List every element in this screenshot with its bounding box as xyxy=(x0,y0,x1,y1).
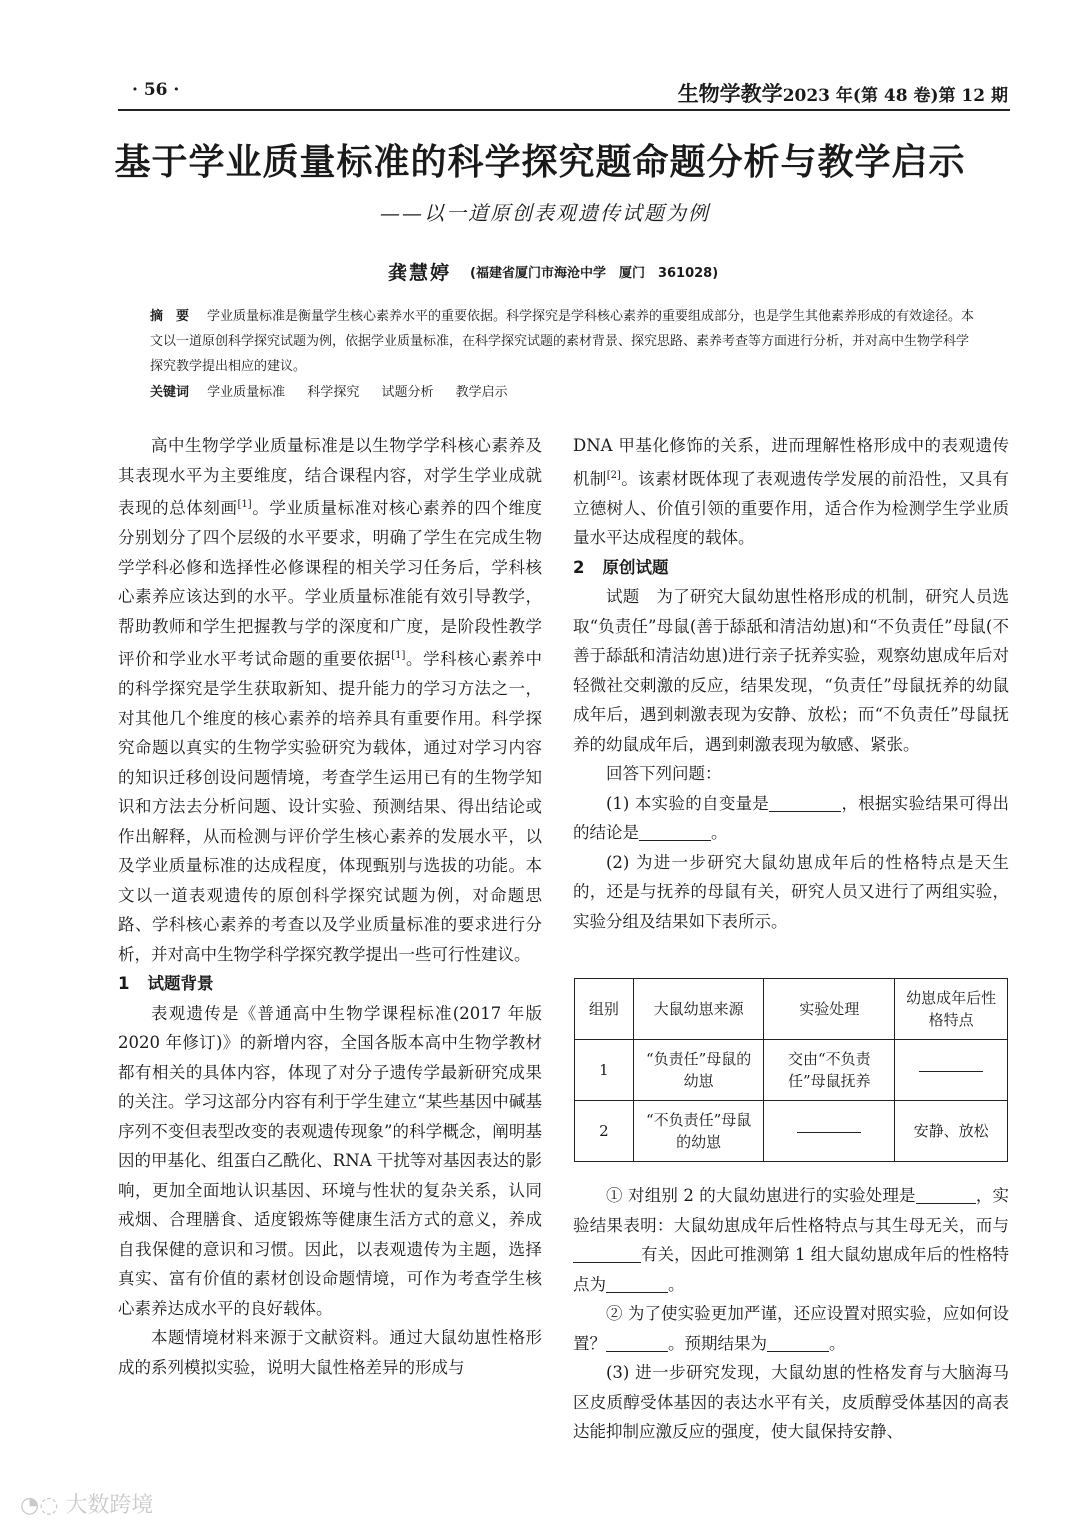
author-name: 龚慧婷 xyxy=(388,262,452,284)
intro-paragraph: 高中生物学学业质量标准是以生物学学科核心素养及其表现水平为主要维度，结合课程内容，对学生学业成就表现的总体刻画[1]。学业质量标准对核心素养的四个维度分别划分了四个层级的水平要求，明确了学生在完成生物学学科必修和选择性必修课程的相关学习任务后，学科核心素养应该达到的水平。学业质量标准能有效引导教学，帮助教师和学生把握教与学的深度和广度，是阶段性教学评价和学业水平考试命题的重要依据[1]。学科核心素养中的科学探究是学生获取新知、提升能力的学习方法之一，对其他几个维度的核心素养的培养具有重要作用。科学探究命题以真实的生物学实验研究为载体，通过对学习内容的知识迁移创设问题情境，考查学生运用已有的生物学知识和方法去分析问题、设计实验、预测结果、得出结论或作出解释，从而检测与评价学生核心素养的发展水平，以及学业质量标准的达成程度，体现甄别与选拔的功能。本文以一道表观遗传的原创科学探究试题为例，对命题思路、学科核心素养的考查以及学业质量标准的要求进行分析，并对高中生物学科学探究教学提出一些可行性建议。 xyxy=(118,436,543,964)
section1-paragraph-2: 本题情境材料来源于文献资料。通过大鼠幼崽性格形成的系列模拟实验，说明大鼠性格差异的形成与 xyxy=(118,1328,542,1377)
keywords-label: 关键词 xyxy=(150,385,190,400)
abstract-text: 学业质量标准是衡量学生核心素养水平的重要依据。科学探究是学科核心素养的重要组成部分，也是学生其他素养形成的有效途径。本文以一道原创科学探究试题为例，依据学业质量标准，在科学探究试题的素材背景、探究思路、素养考查等方面进行分析，并对高中生物学科学探究教学提出相应的建议。 xyxy=(150,309,975,374)
citation: [1] xyxy=(391,650,406,661)
table-cell-blank xyxy=(764,1101,895,1162)
journal-header xyxy=(678,78,1008,108)
header-rule xyxy=(118,109,1010,111)
answer-blank xyxy=(916,1187,976,1205)
table-cell: 安静、放松 xyxy=(895,1101,1008,1162)
table-header-cell: 幼崽成年后性格特点 xyxy=(895,979,1008,1040)
keyword: 学业质量标准 xyxy=(207,385,286,400)
left-column xyxy=(118,431,542,1382)
question-2-2: ② 为了使实验更加严谨，还应设置对照实验，应如何设置？ 。预期结果为 。 xyxy=(573,1304,1009,1353)
question-3: (3) 进一步研究发现，大鼠幼崽的性格发育与大脑海马区皮质醇受体基因的表达水平有关，皮质醇受体基因的高表达能抑制应激反应的强度，使大鼠保持安静、 xyxy=(573,1363,1009,1441)
article-subtitle: ——以一道原创表观遗传试题为例 xyxy=(380,201,710,225)
answer-blank xyxy=(573,1246,641,1264)
page-number: · 56 · xyxy=(132,80,180,100)
table-row xyxy=(575,1040,1008,1101)
abstract xyxy=(150,304,978,379)
table-header-cell: 实验处理 xyxy=(764,979,895,1040)
question-2: (2) 为进一步研究大鼠幼崽成年后的性格特点是天生的，还是与抚养的母鼠有关，研究人员又进行了两组实验，实验分组及结果如下表所示。 xyxy=(573,852,1009,931)
weibo-logo-icon: ◔◌ xyxy=(20,1493,59,1518)
section-heading-2: 2 原创试题 xyxy=(573,557,669,577)
table-header-cell: 组别 xyxy=(575,979,634,1040)
question-stem: 试题 为了研究大鼠幼崽性格形成的机制，研究人员选取“负责任”母鼠(善于舔舐和清洁幼崽)和“不负责任”母鼠(不善于舔舐和清洁幼崽)进行亲子抚养实验，观察幼崽成年后对轻微社交刺激的反应，结果发现，“负责任”母鼠抚养的幼鼠成年后，遇到刺激表现为安静、放松；而“不负责任”母鼠抚养的幼鼠成年后，遇到刺激表现为敏感、紧张。 xyxy=(573,587,1009,754)
table-cell: “负责任”母鼠的幼崽 xyxy=(633,1040,764,1101)
journal-issue: 2023 年(第 48 卷)第 12 期 xyxy=(782,86,1008,106)
article-title: 基于学业质量标准的科学探究题命题分析与教学启示 xyxy=(114,142,966,183)
citation: [1] xyxy=(237,499,252,510)
question-1: (1) 本实验的自变量是 ，根据实验结果可得出的结论是 。 xyxy=(573,793,1010,842)
citation: [2] xyxy=(606,469,621,481)
table-cell: 交由“不负责任”母鼠抚养 xyxy=(764,1040,895,1101)
section-heading-1: 1 试题背景 xyxy=(118,974,214,993)
answer-blank xyxy=(606,1334,668,1352)
table-cell: 2 xyxy=(575,1101,634,1162)
keyword: 科学探究 xyxy=(307,385,360,400)
journal-name: 生物学教学 xyxy=(677,81,783,106)
answer-blank xyxy=(606,1275,668,1293)
section1-paragraph: 表观遗传是《普通高中生物学课程标准(2017 年版 2020 年修订)》的新增内容，全国各版本高中生物学教材都有相关的具体内容，体现了对分子遗传学最新研究成果的关注。学习这部分内容有利于学生建立“某些基因中碱基序列不变但表型改变的表观遗传现象”的科学概念，阐明基因的甲基化、组蛋白乙酰化、RNA 干扰等对基因表达的影响，更加全面地认识基因、环境与性状的复杂关系，认同戒烟、合理膳食、适度锻炼等健康生活方式的意义，养成自我保健的意识和习惯。因此，以表观遗传为主题，选择真实、富有价值的素材创设命题情境，可作为考查学生核心素养达成水平的良好载体。 xyxy=(118,1003,542,1318)
right-column xyxy=(573,431,1009,936)
table-row xyxy=(575,1101,1008,1162)
continued-paragraph: DNA 甲基化修饰的关系，进而理解性格形成中的表观遗传机制[2]。该素材既体现了表观遗传学发展的前沿性，又具有立德树人、价值引领的重要作用，适合作为检测学生学业质量水平达成程度的载体。 xyxy=(573,436,1010,547)
author-affiliation: (福建省厦门市海沧中学 厦门 361028) xyxy=(470,266,719,281)
answer-blank xyxy=(919,1070,983,1072)
keyword: 试题分析 xyxy=(381,385,434,400)
table-header-cell: 大鼠幼崽来源 xyxy=(633,979,764,1040)
right-column-lower xyxy=(573,1181,1009,1447)
experiment-table xyxy=(574,978,1008,1162)
table-cell: “不负责任”母鼠的幼崽 xyxy=(633,1101,764,1162)
answer-blank xyxy=(769,794,841,812)
table-header-row xyxy=(575,979,1008,1040)
table-cell: 1 xyxy=(575,1040,634,1101)
abstract-label: 摘 要 xyxy=(150,309,190,324)
table-cell-blank xyxy=(895,1040,1008,1101)
keyword: 教学启示 xyxy=(455,385,508,400)
watermark: ◔◌ 大数跨境 xyxy=(20,1493,154,1518)
answer-prompt: 回答下列问题： xyxy=(606,764,722,783)
answer-blank xyxy=(639,824,711,842)
question-2-1: ① 对组别 2 的大鼠幼崽进行的实验处理是 ，实验结果表明：大鼠幼崽成年后性格特点与其生母无关，而与有关，因此可推测第 1 组大鼠幼崽成年后的性格特点为 。 xyxy=(573,1186,1009,1294)
answer-blank xyxy=(767,1334,829,1352)
keywords xyxy=(150,381,526,400)
answer-blank xyxy=(797,1131,861,1133)
